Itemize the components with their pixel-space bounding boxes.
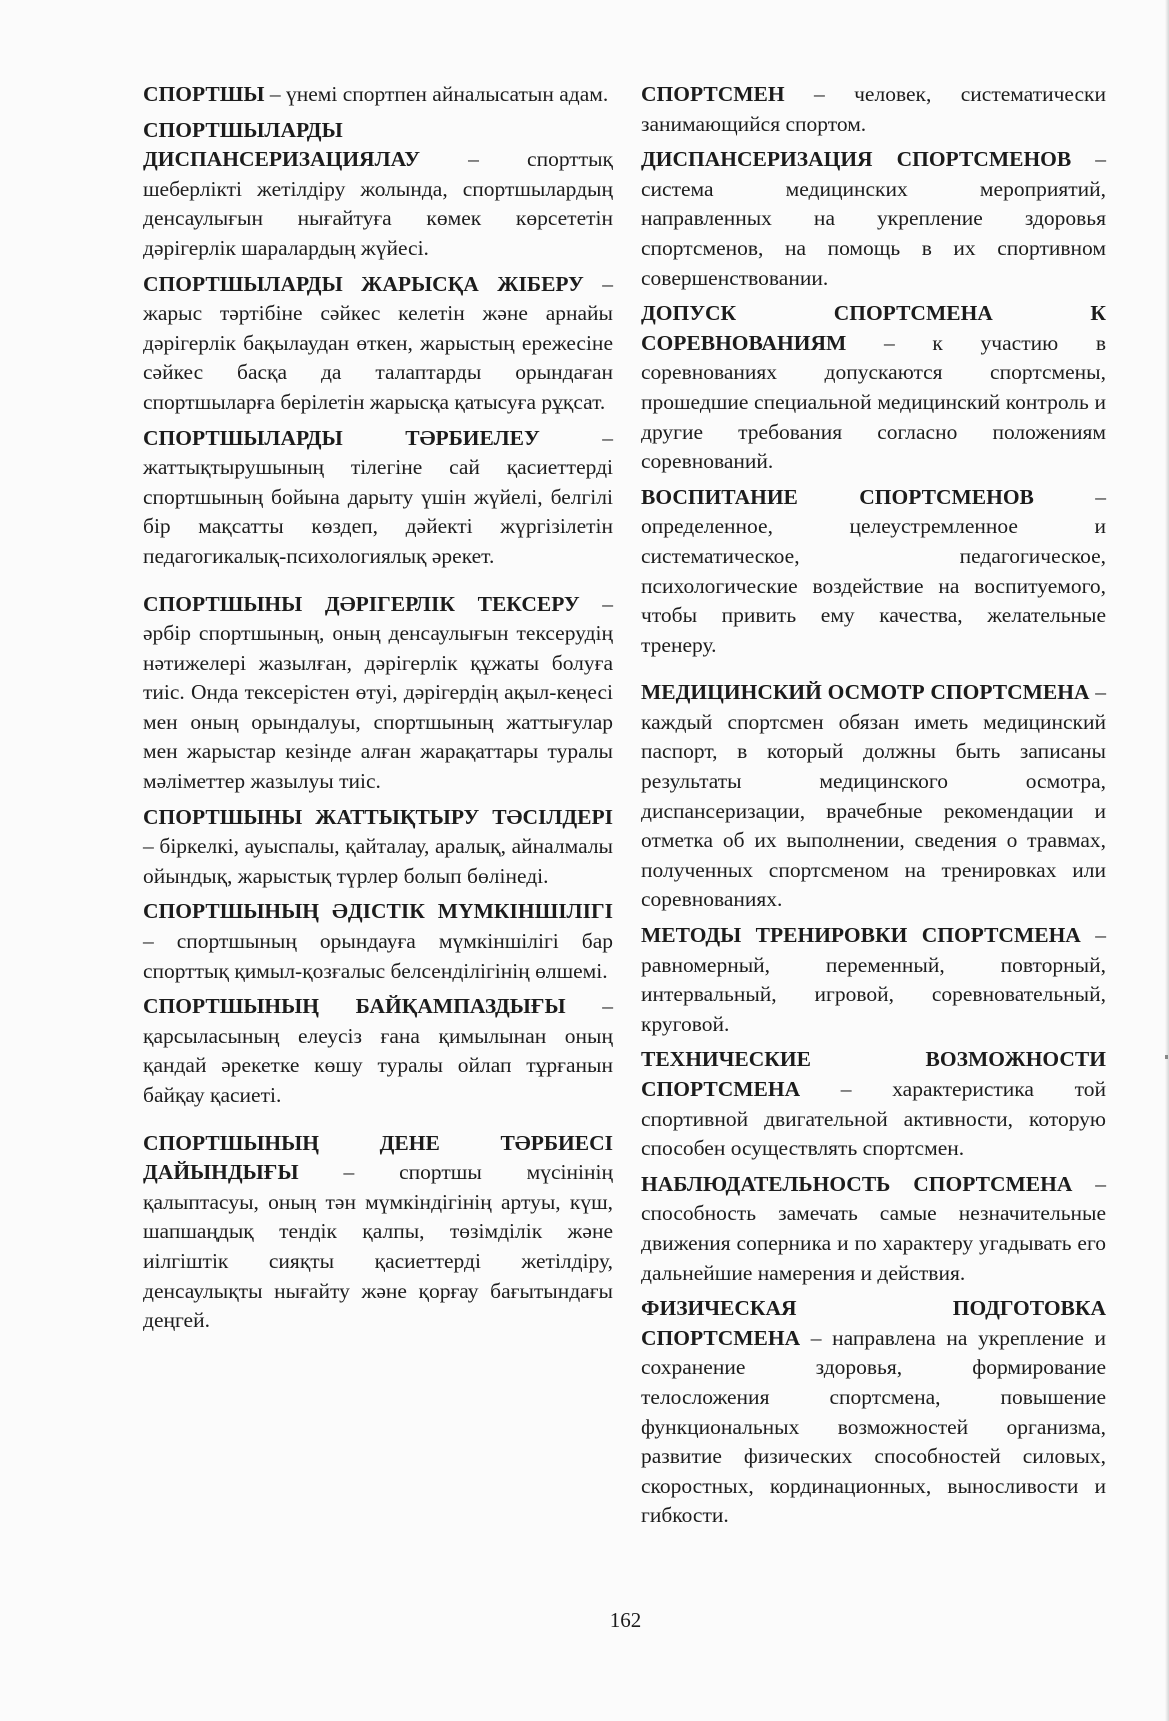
entry-definition: – спорттық шеберлікті жетілдіру жолында, спортшылардың денсаулығын нығайтуға көмек көрсететін дәрігерлік шаралардың жүйесі. <box>143 147 613 260</box>
entry-definition: – характеристика той спортивной двигательной активности, которую способен осуществлять спортсмен. <box>641 1077 1106 1161</box>
entry-term: ДОПУСК СПОРТСМЕНА К СОРЕВНОВАНИЯМ <box>641 301 1106 355</box>
entry-definition: – к участию в соревнованиях допускаются спортсмены, прошедшие специальной медицинский контроль и другие требования согласно положениям соревнований. <box>641 330 1106 474</box>
entry-term: ДИСПАНСЕРИЗАЦИЯ СПОРТСМЕНОВ <box>641 147 1072 172</box>
entry-upbringing-kz <box>143 424 613 572</box>
entry-definition: – каждый спортсмен обязан иметь медицинский паспорт, в который должны быть записаны результаты медицинского осмотра, диспансеризации, врачебные рекомендации и отметка об их выполнении, сведения о травмах, полученных спортсменом на тренировках или соревнованиях. <box>641 680 1106 912</box>
page-number: 162 <box>609 1608 642 1632</box>
entry-term: ВОСПИТАНИЕ СПОРТСМЕНОВ <box>641 484 1034 509</box>
entry-definition: – біркелкі, ауыспалы, қайталау, аралық, айналмалы ойындық, жарыстық түрлер болып бөлінеді. <box>143 834 613 888</box>
entry-medical-exam-ru <box>641 678 1106 915</box>
entry-definition: – система медицинских мероприятий, направленных на укрепление здоровья спортсменов, на помощь в их спортивном совершенствовании. <box>641 147 1106 290</box>
entry-term: СПОРТШЫНЫҢ БАЙҚАМПАЗДЫҒЫ <box>143 994 566 1019</box>
scan-mark <box>1165 1055 1168 1059</box>
entry-sportshy <box>143 80 613 110</box>
entry-observation-ru <box>641 1170 1106 1288</box>
entry-physical-training-kz <box>143 1129 613 1336</box>
entry-definition: – үнемі спортпен айналысатын адам. <box>264 82 609 106</box>
left-column-kazakh <box>143 80 613 1336</box>
entry-training-methods-kz <box>143 803 613 892</box>
entry-term: СПОРТШЫ <box>143 82 265 106</box>
entry-term: СПОРТШЫНЫ ЖАТТЫҚТЫРУ ТӘСІЛДЕРІ <box>143 804 613 829</box>
entry-term: ФИЗИЧЕСКАЯ ПОДГОТОВКА СПОРТСМЕНА <box>641 1296 1106 1350</box>
entry-observation-kz <box>143 992 613 1110</box>
entry-definition: – әрбір спортшының, оның денсаулығын тексерудің нәтижелері жазылған, дәрігерлік құжаты болуға тиіс. Онда тексерістен өтуі, дәрігердің ақыл-кеңесі мен оның орындалуы, спортшының жаттығулар мен жарыстар кезінде алған жарақаттары туралы мәліметтер жазылуы тиіс. <box>143 591 613 794</box>
entry-term: СПОРТШЫЛАРДЫ ДИСПАНСЕРИЗАЦИЯЛАУ <box>143 117 421 172</box>
entry-technical-ability-kz <box>143 897 613 986</box>
entry-term: СПОРТСМЕН <box>641 82 785 106</box>
entry-definition: – способность замечать самые незначительные движения соперника и по характеру угадывать его дальнейшие намерения и действия. <box>641 1171 1107 1285</box>
entry-training-methods-ru <box>641 921 1106 1039</box>
entry-physical-training-ru <box>641 1294 1106 1531</box>
entry-dispanserization-kz <box>143 116 613 264</box>
entry-definition: – направлена на укрепление и сохранение здоровья, формирование телосложения спортсмена, повышение функциональных возможностей организма, развитие физических способностей силовых, скоростных, кординационных, выносливости и гибкости. <box>641 1325 1106 1528</box>
page-edge-shadow <box>1165 0 1169 1721</box>
right-column-russian <box>641 80 1106 1531</box>
entry-definition: – спортшының орындауға мүмкіншілігі бар спорттық қимыл-қозғалыс белсенділігінің өлшемі. <box>143 929 613 983</box>
entry-term: НАБЛЮДАТЕЛЬНОСТЬ СПОРТСМЕНА <box>641 1171 1073 1196</box>
entry-definition: – қарсыласының елеусіз ғана қимылынан оның қандай әрекетке көшу туралы ойлап тұрғанын байқау қасиеті. <box>143 994 613 1107</box>
entry-term: СПОРТШЫЛАРДЫ ЖАРЫСҚА ЖІБЕРУ <box>143 271 584 296</box>
entry-sportsman <box>641 80 1106 139</box>
entry-technical-ability-ru <box>641 1045 1106 1163</box>
entry-definition: – спортшы мүсінінің қалыптасуы, оның тән мүмкіндігінің артуы, күш, шапшаңдық тендік қалпы, төзімділік және иілгіштік сияқты қасиеттерді жетілдіру, денсаулықты нығайту және қорғау бағытындағы деңгей. <box>143 1160 613 1333</box>
entry-definition: – жарыс тәртібіне сәйкес келетін және арнайы дәрігерлік бақылаудан өткен, жарыстың ережесіне сәйкес басқа да талаптарды орындаған спортшыларға берілетін жарысқа қатысуға рұқсат. <box>143 271 613 414</box>
entry-term: СПОРТШЫНЫҢ ӘДІСТІК МҮМКІНШІЛІГІ <box>143 899 613 924</box>
entry-definition: – определенное, целеустремленное и систематическое, педагогическое, психологические воздействие на воспитуемого, чтобы привить ему качества, желательные тренеру. <box>641 484 1106 657</box>
entry-term: СПОРТШЫЛАРДЫ ТӘРБИЕЛЕУ <box>143 425 540 450</box>
entry-competition-admission-kz <box>143 270 613 418</box>
entry-competition-admission-ru <box>641 299 1106 477</box>
entry-medical-exam-kz <box>143 590 613 797</box>
entry-term: МЕТОДЫ ТРЕНИРОВКИ СПОРТСМЕНА <box>641 923 1081 948</box>
entry-definition: – жаттықтырушының тілегіне сай қасиеттерді спортшының бойына дарыту үшін жүйелі, белгілі бір мақсатты көздеп, дәйекті жүргізілетін педагогикалық-психологиялық әрекет. <box>143 425 613 568</box>
entry-upbringing-ru <box>641 483 1106 661</box>
entry-dispanserization-ru <box>641 145 1106 293</box>
entry-definition: – равномерный, переменный, повторный, интервальный, игровой, соревновательный, круговой. <box>641 923 1107 1036</box>
entry-term: МЕДИЦИНСКИЙ ОСМОТР СПОРТСМЕНА <box>641 680 1090 705</box>
entry-definition: – человек, систематически занимающийся спортом. <box>641 82 1106 136</box>
entry-term: ТЕХНИЧЕСКИЕ ВОЗМОЖНОСТИ СПОРТСМЕНА <box>641 1047 1106 1101</box>
entry-term: СПОРТШЫНЫ ДӘРІГЕРЛІК ТЕКСЕРУ <box>143 591 580 616</box>
entry-term: СПОРТШЫНЫҢ ДЕНЕ ТӘРБИЕСІ ДАЙЫНДЫҒЫ <box>143 1130 613 1185</box>
